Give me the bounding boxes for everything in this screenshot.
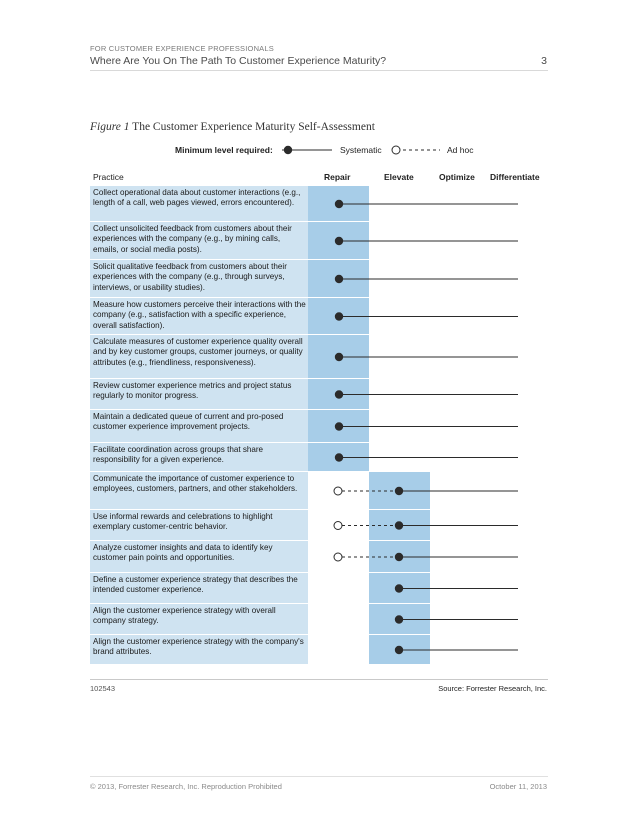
level-cell <box>308 443 369 471</box>
column-differentiate: Differentiate <box>490 172 540 182</box>
column-repair: Repair <box>324 172 351 182</box>
practice-row <box>90 510 308 541</box>
figure-source: Source: Forrester Research, Inc. <box>438 684 547 693</box>
practice-row <box>90 379 308 410</box>
header-divider <box>90 70 548 71</box>
systematic-dot <box>395 553 403 561</box>
figure-footer-divider <box>90 679 548 680</box>
figure-id: 102543 <box>90 684 116 693</box>
practice-row <box>90 541 308 573</box>
practice-text: Calculate measures of customer experience quality overall and by key customer groups, customer journeys, or quality attributes (e.g., friendliness, responsiveness). <box>93 337 303 367</box>
legend-systematic-dot <box>284 146 292 154</box>
publication-date: October 11, 2013 <box>489 782 547 791</box>
figure-number: Figure 1 <box>90 121 130 133</box>
header-kicker: FOR CUSTOMER EXPERIENCE PROFESSIONALS <box>90 44 274 53</box>
level-cell <box>308 335 369 378</box>
practice-text: Use informal rewards and celebrations to highlight exemplary customer-centric behavior. <box>93 512 273 532</box>
page-footer-divider <box>90 776 548 777</box>
systematic-dot <box>335 453 343 461</box>
systematic-dot <box>335 422 343 430</box>
practice-text: Align the customer experience strategy with the company's brand attributes. <box>93 637 304 657</box>
systematic-dot <box>395 487 403 495</box>
practice-row <box>90 222 308 260</box>
practice-text: Maintain a dedicated queue of current and pro-posed customer experience improvement projects. <box>93 412 284 432</box>
practice-text: Define a customer experience strategy that describes the intended customer experience. <box>93 575 298 595</box>
column-optimize: Optimize <box>439 172 475 182</box>
practice-row <box>90 410 308 443</box>
practice-text: Facilitate coordination across groups that share responsibility for a given experience. <box>93 445 264 465</box>
practice-text: Measure how customers perceive their interactions with the company (e.g., satisfaction with a specific experience, overall satisfaction). <box>93 300 306 330</box>
level-cell <box>369 510 430 540</box>
systematic-dot <box>335 237 343 245</box>
systematic-dot <box>335 275 343 283</box>
level-cell <box>308 410 369 442</box>
practice-row <box>90 335 308 379</box>
copyright: © 2013, Forrester Research, Inc. Reproduction Prohibited <box>90 782 282 791</box>
legend-label: Minimum level required: <box>175 145 273 155</box>
systematic-dot <box>395 521 403 529</box>
column-elevate: Elevate <box>384 172 414 182</box>
practice-text: Collect unsolicited feedback from customers about their experiences with the company (e.g., by mining calls, emails, or social media posts). <box>93 224 292 254</box>
level-cell <box>308 222 369 259</box>
page-number: 3 <box>541 55 547 67</box>
practice-text: Align the customer experience strategy with overall company strategy. <box>93 606 276 626</box>
practice-row <box>90 604 308 635</box>
level-cell <box>369 541 430 572</box>
practice-text: Review customer experience metrics and project status regularly to monitor progress. <box>93 381 292 401</box>
header-title: Where Are You On The Path To Customer Experience Maturity? <box>90 55 387 67</box>
practice-text: Solicit qualitative feedback from customers about their experiences with the company (e.g., through surveys, interviews, or usability studies). <box>93 262 287 292</box>
level-cell <box>308 260 369 297</box>
level-cell <box>308 298 369 334</box>
legend-adhoc: Ad hoc <box>447 145 474 155</box>
practice-text: Communicate the importance of customer experience to employees, customers, partners, and other stakeholders. <box>93 474 298 494</box>
legend-adhoc-dot <box>392 146 400 154</box>
adhoc-dot <box>334 522 342 530</box>
practice-text: Analyze customer insights and data to identify key customer pain points and opportunities. <box>93 543 273 563</box>
practice-text: Collect operational data about customer interactions (e.g., length of a call, web pages viewed, errors encountered). <box>93 188 301 208</box>
systematic-dot <box>335 353 343 361</box>
level-cell <box>369 573 430 603</box>
level-cell <box>308 379 369 409</box>
legend-systematic: Systematic <box>340 145 382 155</box>
systematic-dot <box>395 646 403 654</box>
systematic-dot <box>395 615 403 623</box>
level-cell <box>369 472 430 509</box>
column-practice: Practice <box>93 172 124 182</box>
practice-row <box>90 186 308 222</box>
systematic-dot <box>335 312 343 320</box>
level-cell <box>369 635 430 664</box>
practice-row <box>90 472 308 510</box>
systematic-dot <box>335 200 343 208</box>
figure-title-text: The Customer Experience Maturity Self-Assessment <box>132 121 375 133</box>
level-cell <box>369 604 430 634</box>
practice-row <box>90 635 308 665</box>
systematic-dot <box>335 390 343 398</box>
practice-row <box>90 298 308 335</box>
level-cell <box>308 186 369 221</box>
adhoc-dot <box>334 553 342 561</box>
figure-title <box>90 121 375 133</box>
practice-row <box>90 573 308 604</box>
practice-row <box>90 260 308 298</box>
adhoc-dot <box>334 487 342 495</box>
practice-row <box>90 443 308 472</box>
systematic-dot <box>395 584 403 592</box>
